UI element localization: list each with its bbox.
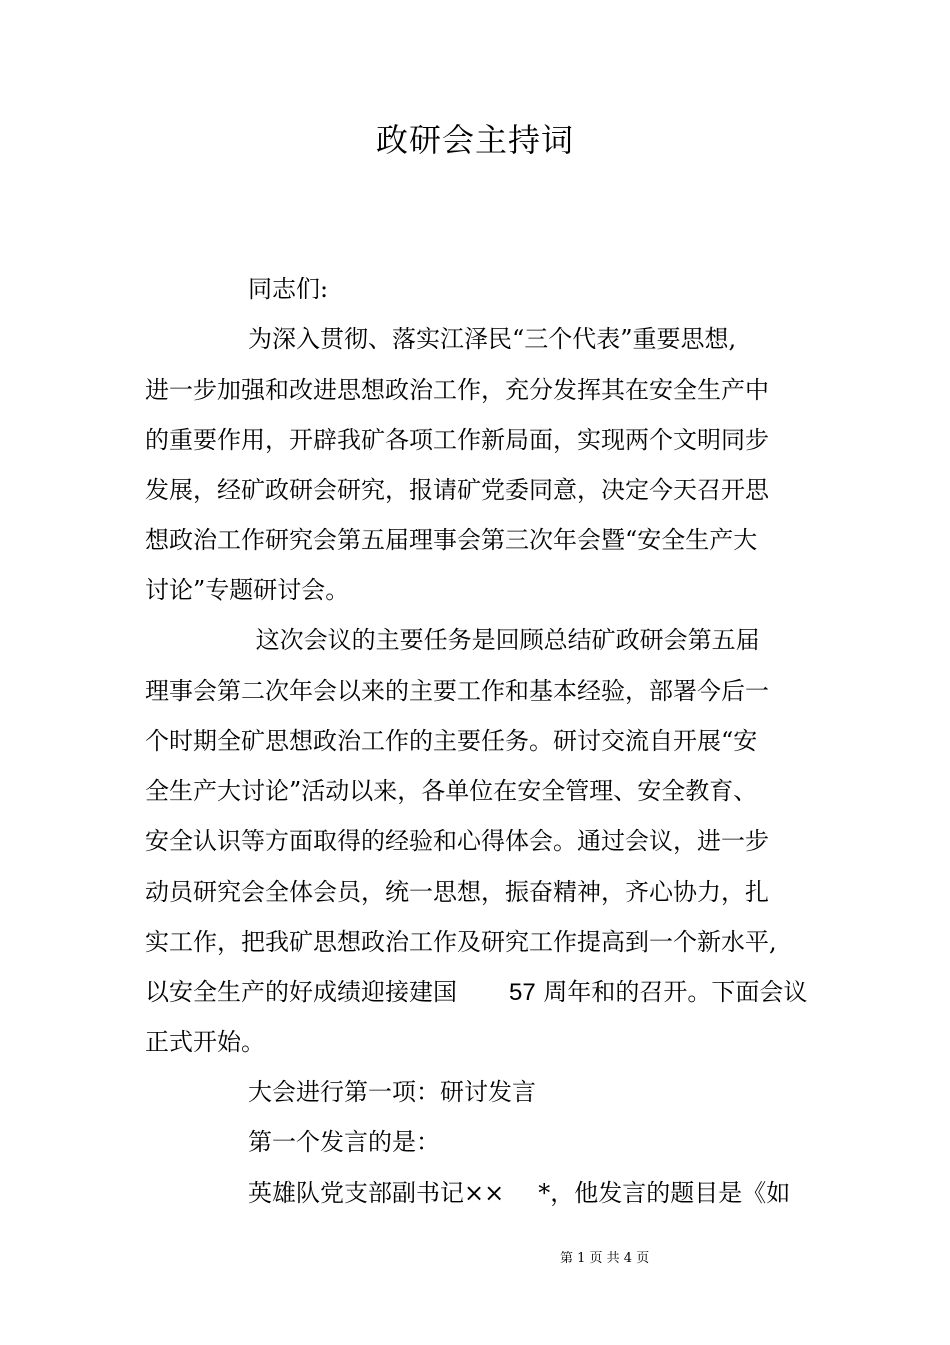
page-number-footer: 第 1 页 共 4 页 bbox=[560, 1251, 650, 1266]
paragraph-2-line-8-text: 以安全生产的好成绩迎接建国 bbox=[145, 978, 457, 1006]
paragraph-1-line-4: 发展，经矿政研会研究，报请矿党委同意，决定今天召开思 bbox=[145, 476, 769, 504]
paragraph-2-line-8 bbox=[145, 976, 807, 1009]
paragraph-1-line-1: 为深入贯彻、落实江泽民“三个代表”重要思想, bbox=[248, 325, 737, 353]
paragraph-2-line-3: 个时期全矿思想政治工作的主要任务。研讨交流自开展“安 bbox=[145, 727, 758, 755]
paragraph-2-line-8-tail: 周年和的召开。下面会议 bbox=[535, 978, 808, 1006]
paragraph-2-line-2: 理事会第二次年会以来的主要工作和基本经验，部署今后一 bbox=[145, 677, 769, 705]
paragraph-2-line-1: 这次会议的主要任务是回顾总结矿政研会第五届 bbox=[248, 626, 760, 654]
agenda-item-3 bbox=[248, 1177, 790, 1209]
paragraph-2-line-4: 全生产大讨论”活动以来，各单位在安全管理、安全教育、 bbox=[145, 777, 758, 805]
paragraph-2-line-6: 动员研究会全体会员，统一思想，振奋精神，齐心协力，扎 bbox=[145, 878, 769, 906]
agenda-item-3-speaker: 英雄队党支部副书记×× bbox=[248, 1179, 505, 1207]
paragraph-1-line-3: 的重要作用，开辟我矿各项工作新局面，实现两个文明同步 bbox=[145, 426, 769, 454]
paragraph-2-line-5: 安全认识等方面取得的经验和心得体会。通过会议，进一步 bbox=[145, 827, 769, 855]
paragraph-1-line-6: 讨论”专题研讨会。 bbox=[145, 576, 350, 604]
agenda-item-3-topic: *，他发言的题目是《如 bbox=[538, 1179, 791, 1207]
paragraph-2-line-9: 正式开始。 bbox=[145, 1028, 265, 1056]
paragraph-1-line-5: 想政治工作研究会第五届理事会第三次年会暨“安全生产大 bbox=[145, 526, 758, 554]
anniversary-number: 57 bbox=[509, 979, 536, 1006]
document-title: 政研会主持词 bbox=[375, 121, 574, 159]
agenda-item-1: 大会进行第一项：研讨发言 bbox=[248, 1078, 536, 1106]
agenda-item-2: 第一个发言的是： bbox=[248, 1128, 440, 1156]
salutation: 同志们: bbox=[248, 275, 329, 303]
paragraph-1-line-2: 进一步加强和改进思想政治工作，充分发挥其在安全生产中 bbox=[145, 376, 769, 404]
paragraph-2-line-7: 实工作，把我矿思想政治工作及研究工作提高到一个新水平, bbox=[145, 928, 777, 956]
